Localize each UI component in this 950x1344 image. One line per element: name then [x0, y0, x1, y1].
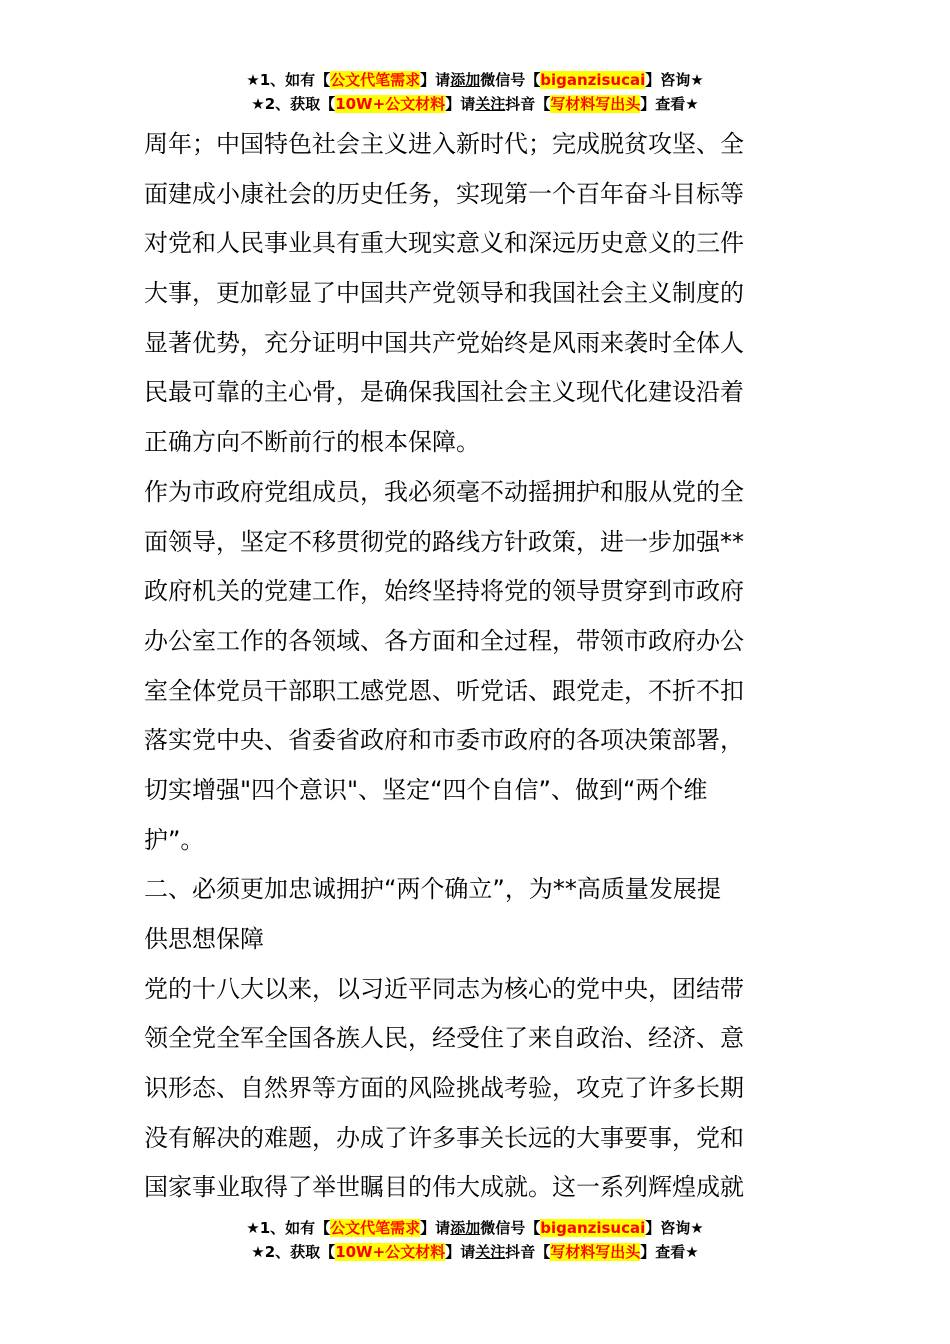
banner-text: 】查看★ — [640, 95, 699, 113]
text-line: 对党和人民事业具有重大现实意义和深远历史意义的三件 — [144, 229, 744, 258]
text-line: 显著优势，充分证明中国共产党始终是风雨来袭时全体人 — [144, 328, 744, 357]
text-line: 面建成小康社会的历史任务，实现第一个百年奋斗目标等 — [144, 179, 744, 208]
banner-text: 】请 — [420, 1219, 451, 1237]
text-line: 领全党全军全国各族人民，经受住了来自政治、经济、意 — [144, 1024, 744, 1053]
text-line: 周年；中国特色社会主义进入新时代；完成脱贫攻坚、全 — [144, 130, 744, 158]
banner-underlined: 关注 — [475, 1243, 506, 1261]
text-line: 政府机关的党建工作，始终坚持将党的领导贯穿到市政府 — [144, 577, 744, 606]
banner-text: 抖音【 — [505, 95, 551, 113]
paragraph-1 — [144, 120, 812, 468]
banner-text: 】请 — [420, 71, 451, 89]
heading-line: 二、必须更加忠诚拥护“两个确立”，为**高质量发展提 — [144, 875, 721, 904]
banner-text: ★2、获取【 — [251, 95, 336, 113]
banner-text: 微信号【 — [480, 1219, 541, 1237]
banner-douyin-id: 写材料写出头 — [550, 95, 641, 113]
header-banner — [0, 68, 950, 116]
document-body — [144, 120, 812, 1213]
banner-underlined: 关注 — [475, 95, 506, 113]
paragraph-3 — [144, 965, 812, 1213]
banner-text: ★1、如有【 — [246, 1219, 331, 1237]
text-line: 识形态、自然界等方面的风险挑战考验，攻克了许多长期 — [144, 1074, 744, 1103]
banner-text: 】请 — [445, 95, 476, 113]
section-heading-2 — [144, 865, 812, 964]
banner-highlight: 10W+公文材料 — [335, 1243, 446, 1261]
text-line: 护”。 — [144, 825, 205, 854]
banner-text: ★1、如有【 — [246, 71, 331, 89]
banner-text: 】咨询★ — [645, 1219, 704, 1237]
text-line: 切实增强"四个意识"、坚定“四个自信”、做到“两个维 — [144, 775, 708, 804]
banner-highlight: 公文代笔需求 — [330, 1219, 421, 1237]
text-line: 室全体党员干部职工感党恩、听党话、跟党走，不折不扣 — [144, 676, 744, 705]
banner-line-2 — [0, 1240, 950, 1264]
banner-text: 抖音【 — [505, 1243, 551, 1261]
text-line: 面领导，坚定不移贯彻党的路线方针政策，进一步加强** — [144, 527, 744, 556]
text-line: 办公室工作的各领域、各方面和全过程，带领市政府办公 — [144, 626, 744, 655]
text-line: 民最可靠的主心骨，是确保我国社会主义现代化建设沿着 — [144, 378, 744, 407]
banner-underlined: 添加 — [450, 71, 481, 89]
banner-text: 】请 — [445, 1243, 476, 1261]
banner-line-1 — [0, 68, 950, 92]
paragraph-2 — [144, 468, 812, 866]
banner-line-1 — [0, 1216, 950, 1240]
banner-text: 微信号【 — [480, 71, 541, 89]
banner-highlight: 公文代笔需求 — [330, 71, 421, 89]
text-line: 落实党中央、省委省政府和市委市政府的各项决策部署， — [144, 726, 744, 755]
banner-douyin-id: 写材料写出头 — [550, 1243, 641, 1261]
banner-text: 】查看★ — [640, 1243, 699, 1261]
text-line: 国家事业取得了举世瞩目的伟大成就。这一系列辉煌成就 — [144, 1173, 744, 1202]
footer-banner — [0, 1216, 950, 1264]
banner-text: ★2、获取【 — [251, 1243, 336, 1261]
text-line: 作为市政府党组成员，我必须毫不动摇拥护和服从党的全 — [144, 477, 744, 506]
banner-text: 】咨询★ — [645, 71, 704, 89]
banner-highlight: 10W+公文材料 — [335, 95, 446, 113]
banner-line-2 — [0, 92, 950, 116]
heading-line: 供思想保障 — [144, 925, 264, 953]
text-line: 正确方向不断前行的根本保障。 — [144, 428, 480, 457]
text-line: 没有解决的难题，办成了许多事关长远的大事要事，党和 — [144, 1123, 744, 1152]
text-line: 大事，更加彰显了中国共产党领导和我国社会主义制度的 — [144, 279, 744, 308]
banner-wechat-id: biganzisucai — [540, 1219, 646, 1237]
banner-underlined: 添加 — [450, 1219, 481, 1237]
banner-wechat-id: biganzisucai — [540, 71, 646, 89]
text-line: 党的十八大以来，以习近平同志为核心的党中央，团结带 — [144, 974, 744, 1003]
